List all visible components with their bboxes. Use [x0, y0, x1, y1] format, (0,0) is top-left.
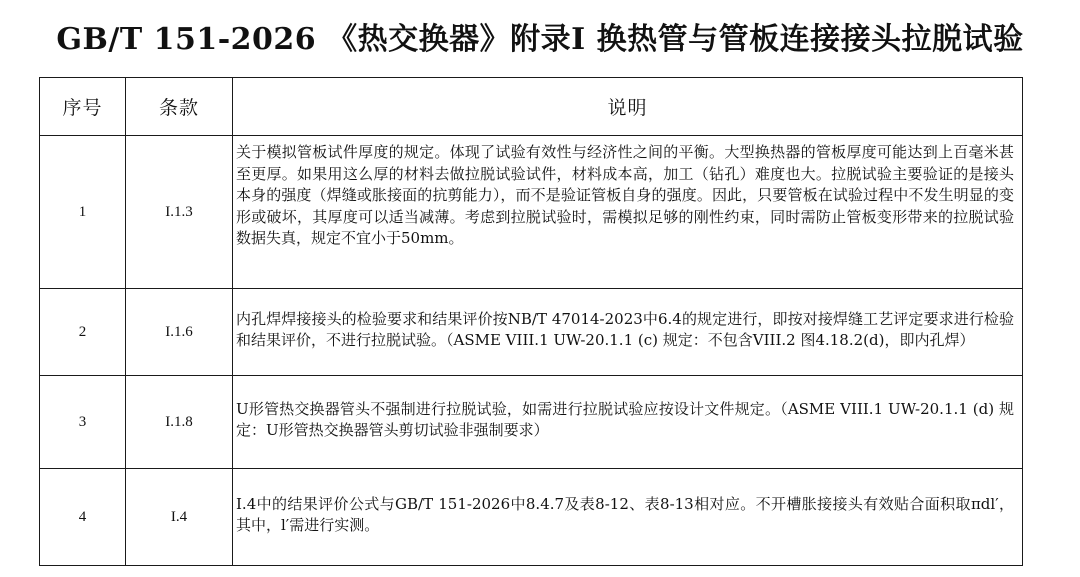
row-description: I.4中的结果评价公式与GB/T 151-2026中8.4.7及表8-12、表8-13相对应。不开槽胀接接头有效贴合面积取πdl′，其中，l′需进行实测。	[233, 469, 1023, 566]
row-number: 2	[40, 289, 126, 376]
table-row	[40, 136, 1023, 289]
page-title: GB/T 151-2026 《热交换器》附录I 换热管与管板连接接头拉脱试验	[56, 22, 1024, 57]
table-row	[40, 289, 1023, 376]
table-row	[40, 376, 1023, 469]
row-clause: I.4	[126, 469, 233, 566]
row-description: U形管热交换器管头不强制进行拉脱试验，如需进行拉脱试验应按设计文件规定。（ASME VIII.1 UW-20.1.1 (d) 规定：U形管热交换器管头剪切试验非强制要求）	[233, 376, 1023, 469]
row-clause: I.1.8	[126, 376, 233, 469]
table-row	[40, 469, 1023, 566]
clause-table	[39, 77, 1023, 566]
table-header-row	[40, 78, 1023, 136]
row-number: 4	[40, 469, 126, 566]
row-description: 内孔焊焊接接头的检验要求和结果评价按NB/T 47014-2023中6.4的规定进行，即按对接焊缝工艺评定要求进行检验和结果评价，不进行拉脱试验。（ASME VIII.1 UW-20.1.1 (c) 规定：不包含VIII.2 图4.18.2(d)，即内孔焊）	[233, 289, 1023, 376]
row-number: 3	[40, 376, 126, 469]
column-header-no: 序号	[40, 78, 126, 136]
row-clause: I.1.6	[126, 289, 233, 376]
column-header-clause: 条款	[126, 78, 233, 136]
row-clause: I.1.3	[126, 136, 233, 289]
row-description: 关于模拟管板试件厚度的规定。体现了试验有效性与经济性之间的平衡。大型换热器的管板厚度可能达到上百毫米甚至更厚。如果用这么厚的材料去做拉脱试验试件，材料成本高，加工（钻孔）难度也大。拉脱试验主要验证的是接头本身的强度（焊缝或胀接面的抗剪能力），而不是验证管板自身的强度。因此，只要管板在试验过程中不发生明显的变形或破坏，其厚度可以适当减薄。考虑到拉脱试验时，需模拟足够的刚性约束，同时需防止管板变形带来的拉脱试验数据失真，规定不宜小于50mm。	[233, 136, 1023, 289]
column-header-description: 说明	[233, 78, 1023, 136]
row-number: 1	[40, 136, 126, 289]
